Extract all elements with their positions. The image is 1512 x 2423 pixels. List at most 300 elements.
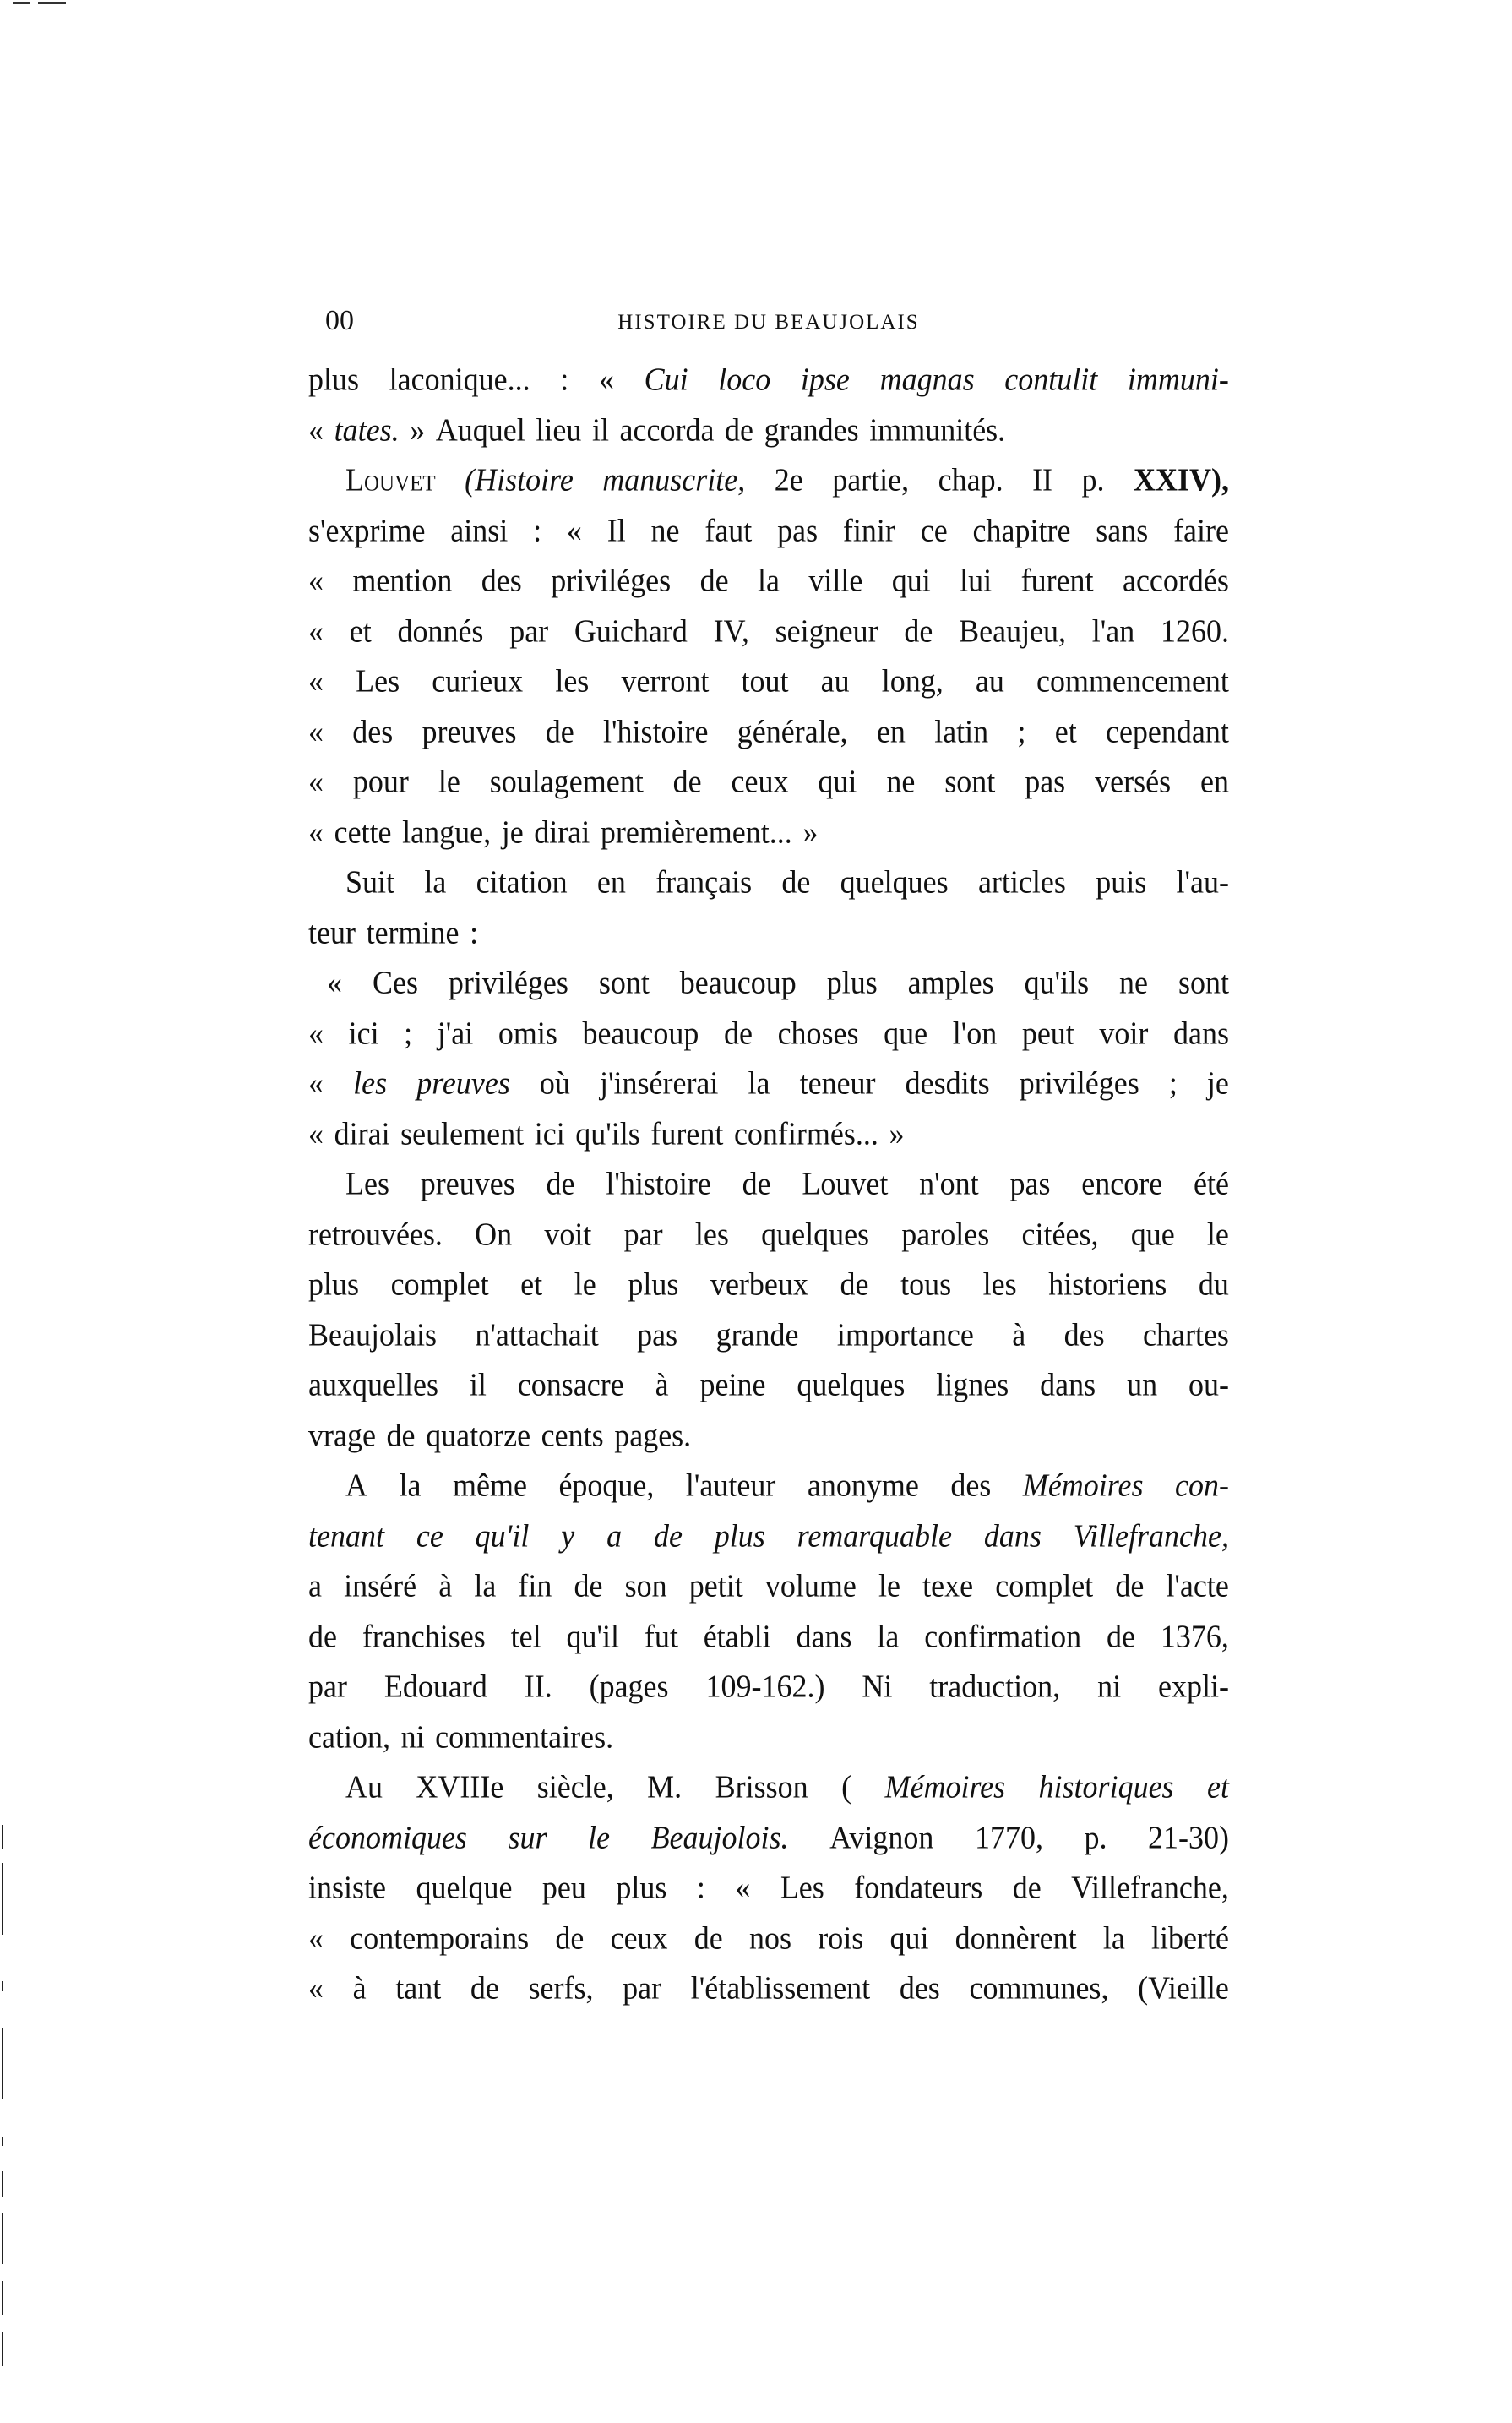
word: Auquel: [435, 411, 525, 448]
word: ;: [404, 1015, 413, 1051]
word: consacre: [517, 1366, 624, 1402]
word: tout: [741, 662, 789, 699]
word: p.: [1081, 461, 1105, 498]
word: en: [596, 863, 626, 900]
word: de: [742, 1165, 771, 1201]
word: pas: [777, 512, 819, 548]
word: y: [561, 1517, 575, 1554]
word: de: [574, 1567, 603, 1604]
word: loco: [718, 361, 771, 397]
word: «: [308, 562, 324, 598]
word: paroles: [901, 1216, 990, 1252]
word: cation,: [308, 1718, 390, 1755]
word: immunités.: [869, 411, 1006, 448]
word: omis: [498, 1015, 557, 1051]
text-line: [308, 806, 1229, 858]
word: peu: [541, 1869, 586, 1905]
word: p.: [1084, 1819, 1107, 1855]
word: «: [308, 613, 324, 649]
word: accordés: [1122, 562, 1229, 598]
word: 109-162.): [705, 1668, 825, 1704]
word: la: [757, 562, 780, 598]
word: à: [438, 1567, 453, 1604]
word: Au: [345, 1768, 383, 1805]
word: premièrement...: [600, 814, 792, 850]
word: 1376,: [1160, 1618, 1229, 1654]
word: par: [509, 613, 549, 649]
word: magnas: [879, 361, 975, 397]
word: curieux: [432, 662, 524, 699]
word: amples: [907, 964, 994, 1000]
word: remarquable: [797, 1517, 952, 1554]
word: des: [352, 713, 394, 749]
word: ceux: [610, 1919, 668, 1956]
word: finir: [842, 512, 895, 548]
word: qui: [818, 763, 857, 799]
word: liberté: [1151, 1919, 1229, 1956]
word: quelque: [416, 1869, 513, 1905]
word: furent: [1020, 562, 1094, 598]
word: sont: [1178, 964, 1229, 1000]
word: Beaujeu,: [959, 613, 1067, 649]
word: l'on: [952, 1015, 998, 1051]
word: époque,: [558, 1467, 655, 1503]
word: dirai: [334, 1115, 390, 1152]
word: dans: [983, 1517, 1042, 1554]
word: Beaujolais: [308, 1316, 437, 1353]
word: lieu: [536, 411, 582, 448]
word: plus: [308, 361, 360, 397]
word: latin: [934, 713, 989, 749]
word: il: [469, 1366, 487, 1402]
word: Beaujolois.: [650, 1819, 789, 1855]
word: Mémoires: [884, 1768, 1006, 1805]
word: long,: [881, 662, 944, 699]
word: qu'ils: [575, 1115, 640, 1152]
word: «: [308, 814, 324, 850]
word: lui: [960, 562, 993, 598]
word: ici: [348, 1015, 379, 1051]
page-number: 00: [325, 305, 354, 336]
word: le: [438, 763, 460, 799]
word: ;: [1017, 713, 1026, 749]
word: inséré: [344, 1567, 417, 1604]
word: rois: [818, 1919, 864, 1956]
word: qui: [889, 1919, 929, 1956]
word: à: [655, 1366, 669, 1402]
word: commentaires.: [435, 1718, 614, 1755]
word: anonyme: [807, 1467, 919, 1503]
text-line: [308, 1108, 1229, 1160]
word: (Vieille: [1138, 1969, 1229, 2006]
word: de: [699, 562, 729, 598]
word: plus: [714, 1517, 765, 1554]
word: priviléges: [448, 964, 568, 1000]
word: communes,: [969, 1969, 1109, 2006]
word: (pages: [589, 1668, 669, 1704]
word: confirmation: [924, 1618, 1082, 1654]
word: beaucoup: [582, 1015, 699, 1051]
text-line: [308, 1359, 1229, 1412]
word: faire: [1173, 512, 1229, 548]
word: commencement: [1036, 662, 1229, 699]
text-line: [308, 1309, 1229, 1361]
word: ne: [1119, 964, 1149, 1000]
word: et: [349, 613, 372, 649]
word: »: [802, 814, 819, 850]
word: les: [694, 1216, 729, 1252]
word: ne: [886, 763, 916, 799]
word: (Histoire: [465, 461, 574, 498]
word: 21-30): [1148, 1819, 1229, 1855]
word: preuves: [416, 1064, 510, 1101]
word: s'exprime: [308, 512, 426, 548]
word: qui: [891, 562, 931, 598]
word: l'auteur: [685, 1467, 776, 1503]
word: qu'ils: [1024, 964, 1090, 1000]
word: chartes: [1143, 1316, 1229, 1353]
scan-top-artifact: [13, 2, 30, 4]
word: et: [1054, 713, 1077, 749]
word: importance: [836, 1316, 974, 1353]
word: teneur: [799, 1064, 876, 1101]
word: verront: [621, 662, 710, 699]
word: même: [452, 1467, 527, 1503]
word: pages.: [614, 1417, 692, 1453]
word: con-: [1174, 1467, 1229, 1503]
word: dirai: [534, 814, 590, 850]
word: cependant: [1105, 713, 1229, 749]
word: l'établissement: [690, 1969, 871, 2006]
word: II.: [524, 1668, 552, 1704]
word: Louvet: [345, 461, 436, 498]
text-line: [308, 1259, 1229, 1311]
body-text: [308, 355, 1229, 2014]
word: je: [501, 814, 524, 850]
word: ville: [808, 562, 863, 598]
word: les: [982, 1266, 1017, 1302]
word: des: [950, 1467, 992, 1503]
word: fin: [518, 1567, 552, 1604]
word: grandes: [764, 411, 859, 448]
word: sont: [944, 763, 996, 799]
word: beaucoup: [679, 964, 797, 1000]
word: par: [623, 1216, 663, 1252]
word: économiques: [308, 1819, 467, 1855]
text-line: [308, 1711, 1229, 1763]
word: un: [1127, 1366, 1158, 1402]
word: fut: [644, 1618, 678, 1654]
word: Il: [606, 512, 626, 548]
word: «: [308, 411, 324, 448]
word: Ces: [372, 964, 418, 1000]
word: la: [399, 1467, 422, 1503]
word: chap.: [938, 461, 1003, 498]
word: tous: [900, 1266, 952, 1302]
word: les: [353, 1064, 388, 1101]
text-line: [308, 705, 1229, 758]
word: complet: [995, 1567, 1094, 1604]
word: donnèrent: [955, 1919, 1077, 1956]
word: quelques: [761, 1216, 870, 1252]
word: par: [308, 1668, 347, 1704]
text-line: [308, 1409, 1229, 1462]
word: de: [904, 613, 933, 649]
word: «: [327, 964, 342, 1000]
word: peut: [1021, 1015, 1074, 1051]
text-line: [308, 656, 1229, 708]
word: quelques: [797, 1366, 906, 1402]
word: contulit: [1004, 361, 1098, 397]
word: la: [1102, 1919, 1125, 1956]
word: de: [723, 1015, 753, 1051]
word: M.: [647, 1768, 683, 1805]
word: nos: [748, 1919, 791, 1956]
word: seulement: [400, 1115, 525, 1152]
word: ceux: [731, 763, 789, 799]
text-line: [308, 404, 1229, 456]
word: lignes: [936, 1366, 1009, 1402]
word: termine: [366, 914, 460, 950]
word: de: [1107, 1618, 1136, 1654]
word: franchises: [362, 1618, 486, 1654]
word: tenant: [308, 1517, 384, 1554]
word: et: [520, 1266, 543, 1302]
word: établi: [703, 1618, 771, 1654]
word: des: [899, 1969, 940, 2006]
word: Mémoires: [1022, 1467, 1144, 1503]
text-line: [308, 1460, 1229, 1512]
word: de: [725, 411, 754, 448]
word: Louvet: [802, 1165, 889, 1201]
word: qu'il: [475, 1517, 530, 1554]
text-line: [308, 1912, 1229, 1964]
text-line: [308, 756, 1229, 809]
word: expli-: [1157, 1668, 1229, 1704]
text-line: [308, 1510, 1229, 1562]
word: dans: [1172, 1015, 1229, 1051]
word: sans: [1096, 512, 1149, 548]
word: :: [560, 361, 569, 397]
word: peine: [699, 1366, 766, 1402]
page-header: [308, 304, 1229, 338]
word: l'an: [1091, 613, 1135, 649]
word: les: [555, 662, 590, 699]
text-line: [308, 907, 1229, 959]
word: de: [1115, 1567, 1145, 1604]
word: sont: [598, 964, 650, 1000]
text-line: [308, 354, 1229, 406]
word: de: [693, 1919, 723, 1956]
word: Les: [356, 662, 400, 699]
word: «: [566, 512, 582, 548]
word: de: [546, 1165, 575, 1201]
word: volume: [764, 1567, 857, 1604]
word: tant: [395, 1969, 442, 2006]
word: Ni: [862, 1668, 893, 1704]
text-line: [308, 1007, 1229, 1059]
word: desdits: [905, 1064, 990, 1101]
word: verbeux: [710, 1266, 808, 1302]
word: en: [876, 713, 906, 749]
word: ;: [1168, 1064, 1178, 1101]
word: à: [1012, 1316, 1026, 1353]
word: fondateurs: [854, 1869, 983, 1905]
word: Avignon: [829, 1819, 934, 1855]
word: de: [308, 1618, 337, 1654]
word: cents: [541, 1417, 604, 1453]
word: le: [574, 1266, 596, 1302]
word: voir: [1099, 1015, 1149, 1051]
word: partie,: [832, 461, 910, 498]
word: furent: [650, 1115, 724, 1152]
word: j'ai: [437, 1015, 474, 1051]
word: l'au-: [1176, 863, 1229, 900]
word: Suit: [345, 863, 395, 900]
word: :: [470, 914, 479, 950]
scan-top-artifact: [38, 2, 59, 4]
word: quelques: [840, 863, 949, 900]
word: articles: [977, 863, 1066, 900]
word: n'ont: [919, 1165, 979, 1201]
word: des: [1063, 1316, 1105, 1353]
word: été: [1194, 1165, 1229, 1201]
word: XXIV),: [1133, 461, 1229, 498]
text-line: [308, 1208, 1229, 1261]
word: faut: [704, 512, 753, 548]
word: traduction,: [929, 1668, 1061, 1704]
word: dans: [796, 1618, 852, 1654]
word: langue,: [402, 814, 492, 850]
word: pas: [1009, 1165, 1051, 1201]
scan-margin-artifacts: [0, 0, 7, 2423]
word: siècle,: [536, 1768, 614, 1805]
word: IV,: [713, 613, 749, 649]
word: de: [555, 1919, 585, 1956]
word: grande: [715, 1316, 799, 1353]
word: encore: [1081, 1165, 1163, 1201]
word: à: [352, 1969, 367, 2006]
text-line: [308, 1058, 1229, 1110]
text-line: [308, 555, 1229, 607]
word: et: [1206, 1768, 1229, 1805]
word: la: [474, 1567, 497, 1604]
text-line: [308, 1560, 1229, 1613]
word: l'histoire: [606, 1165, 711, 1201]
word: français: [655, 863, 753, 900]
scan-top-artifact: [59, 2, 66, 4]
word: versés: [1095, 763, 1172, 799]
word: pas: [1025, 763, 1066, 799]
word: 1260.: [1160, 613, 1229, 649]
word: il: [591, 411, 609, 448]
word: quatorze: [426, 1417, 531, 1453]
text-line: [308, 455, 1229, 507]
word: texe: [922, 1567, 974, 1604]
text-line: [308, 1963, 1229, 2015]
word: du: [1198, 1266, 1229, 1302]
word: Cui: [644, 361, 688, 397]
word: ce: [416, 1517, 443, 1554]
word: ainsi: [450, 512, 509, 548]
word: contemporains: [350, 1919, 530, 1956]
word: voit: [544, 1216, 592, 1252]
word: de: [672, 763, 702, 799]
word: le: [1206, 1216, 1229, 1252]
text-line: [308, 504, 1229, 557]
word: complet: [390, 1266, 489, 1302]
word: n'attachait: [475, 1316, 599, 1353]
word: a: [606, 1517, 623, 1554]
word: générale,: [737, 713, 848, 749]
word: ici: [534, 1115, 565, 1152]
word: citées,: [1021, 1216, 1099, 1252]
word: plus: [628, 1266, 679, 1302]
word: preuves: [420, 1165, 515, 1201]
word: par: [623, 1969, 662, 2006]
word: puis: [1096, 863, 1147, 900]
text-line: [308, 1811, 1229, 1864]
word: plus: [308, 1266, 360, 1302]
word: de: [386, 1417, 416, 1453]
text-line: [308, 1661, 1229, 1713]
word: «: [308, 1015, 324, 1051]
word: immuni-: [1127, 361, 1229, 397]
word: insiste: [308, 1869, 387, 1905]
word: le: [588, 1819, 611, 1855]
word: manuscrite,: [602, 461, 746, 498]
word: cette: [334, 814, 392, 850]
word: dans: [1040, 1366, 1096, 1402]
word: II: [1032, 461, 1053, 498]
word: l'acte: [1166, 1567, 1229, 1604]
word: la: [748, 1064, 770, 1101]
word: Guichard: [574, 613, 688, 649]
word: Edouard: [383, 1668, 487, 1704]
text-line: [308, 857, 1229, 909]
word: plus: [826, 964, 878, 1000]
word: »: [410, 411, 426, 448]
word: «: [308, 1919, 324, 1956]
word: chapitre: [972, 512, 1071, 548]
word: qu'il: [566, 1618, 619, 1654]
word: pour: [352, 763, 409, 799]
word: au: [975, 662, 1004, 699]
word: auxquelles: [308, 1366, 438, 1402]
text-line: [308, 957, 1229, 1010]
word: ce: [920, 512, 948, 548]
word: sur: [508, 1819, 547, 1855]
word: la: [877, 1618, 900, 1654]
word: tates.: [334, 411, 400, 448]
word: que: [1130, 1216, 1175, 1252]
word: a: [308, 1567, 322, 1604]
word: vrage: [308, 1417, 376, 1453]
word: de: [653, 1517, 683, 1554]
word: confirmés...: [733, 1115, 878, 1152]
text-line: [308, 1761, 1229, 1814]
word: soulagement: [489, 763, 644, 799]
word: A: [345, 1467, 367, 1503]
word: des: [481, 562, 522, 598]
word: teur: [308, 914, 356, 950]
word: mention: [352, 562, 453, 598]
word: tel: [510, 1618, 541, 1654]
word: 1770,: [974, 1819, 1043, 1855]
word: de: [470, 1969, 499, 2006]
word: seigneur: [775, 613, 878, 649]
word: choses: [777, 1015, 859, 1051]
